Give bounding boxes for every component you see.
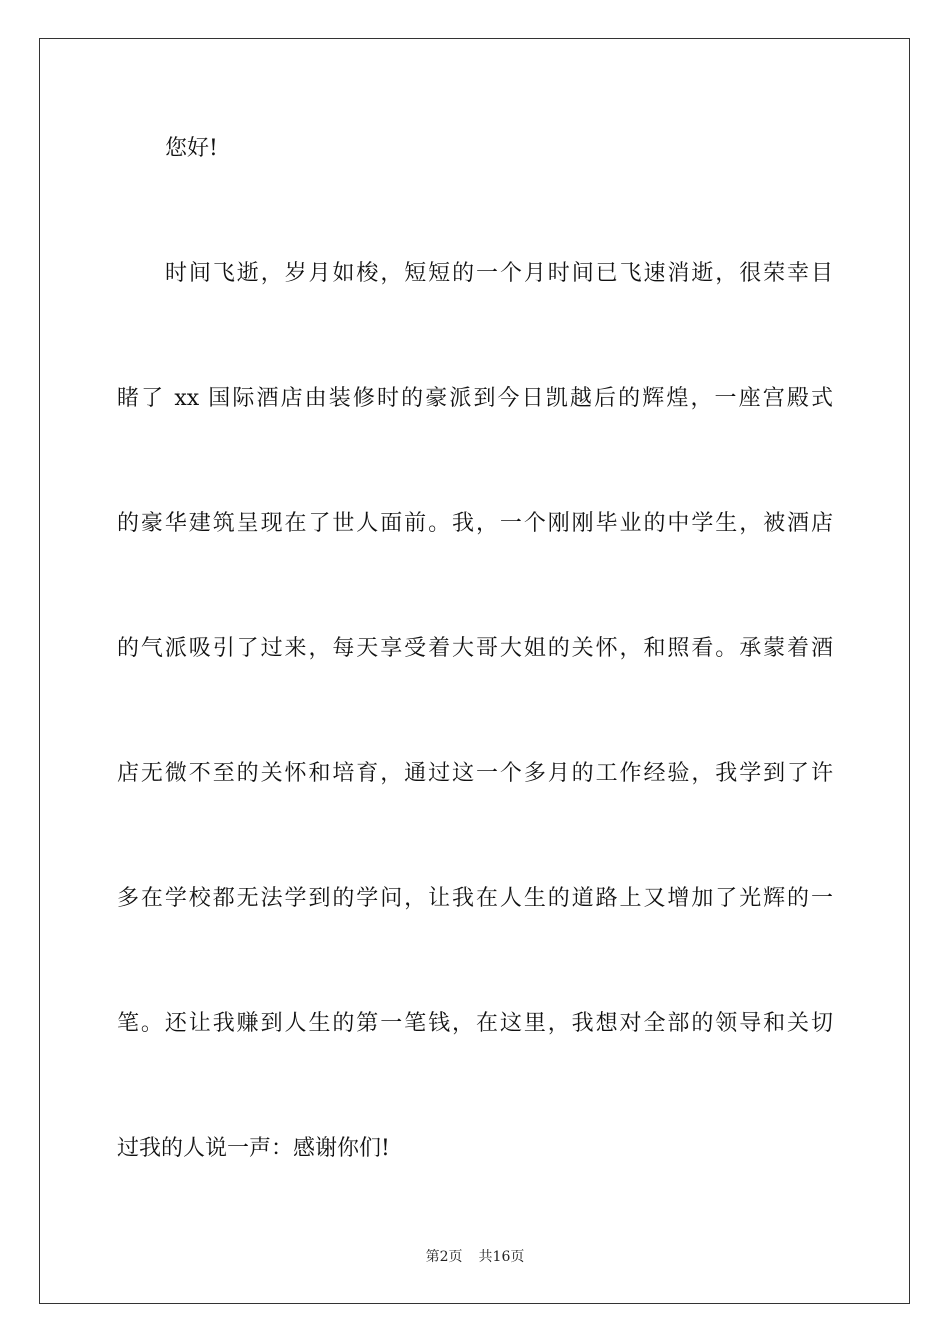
page-number: 第2页 xyxy=(425,1249,463,1265)
paragraph-line-last: 过我的人说一声：感谢你们! xyxy=(117,1136,390,1161)
paragraph-line: 睹了 xx 国际酒店由装修时的豪派到今日凯越后的辉煌，一座宫殿式 xyxy=(117,386,833,411)
page-frame xyxy=(39,38,910,1304)
paragraph-line: 多在学校都无法学到的学问，让我在人生的道路上又增加了光辉的一 xyxy=(117,886,833,911)
page-total: 共16页 xyxy=(478,1249,525,1265)
paragraph-line: 店无微不至的关怀和培育，通过这一个多月的工作经验，我学到了许 xyxy=(117,761,833,786)
greeting-line: 您好! xyxy=(165,136,218,161)
paragraph-line: 的气派吸引了过来，每天享受着大哥大姐的关怀，和照看。承蒙着酒 xyxy=(117,636,833,661)
paragraph-line: 笔。还让我赚到人生的第一笔钱，在这里，我想对全部的领导和关切 xyxy=(117,1011,833,1036)
paragraph-line: 时间飞逝，岁月如梭，短短的一个月时间已飞速消逝，很荣幸目 xyxy=(165,261,833,286)
page-footer xyxy=(0,1248,950,1266)
paragraph-line: 的豪华建筑呈现在了世人面前。我，一个刚刚毕业的中学生，被酒店 xyxy=(117,511,833,536)
